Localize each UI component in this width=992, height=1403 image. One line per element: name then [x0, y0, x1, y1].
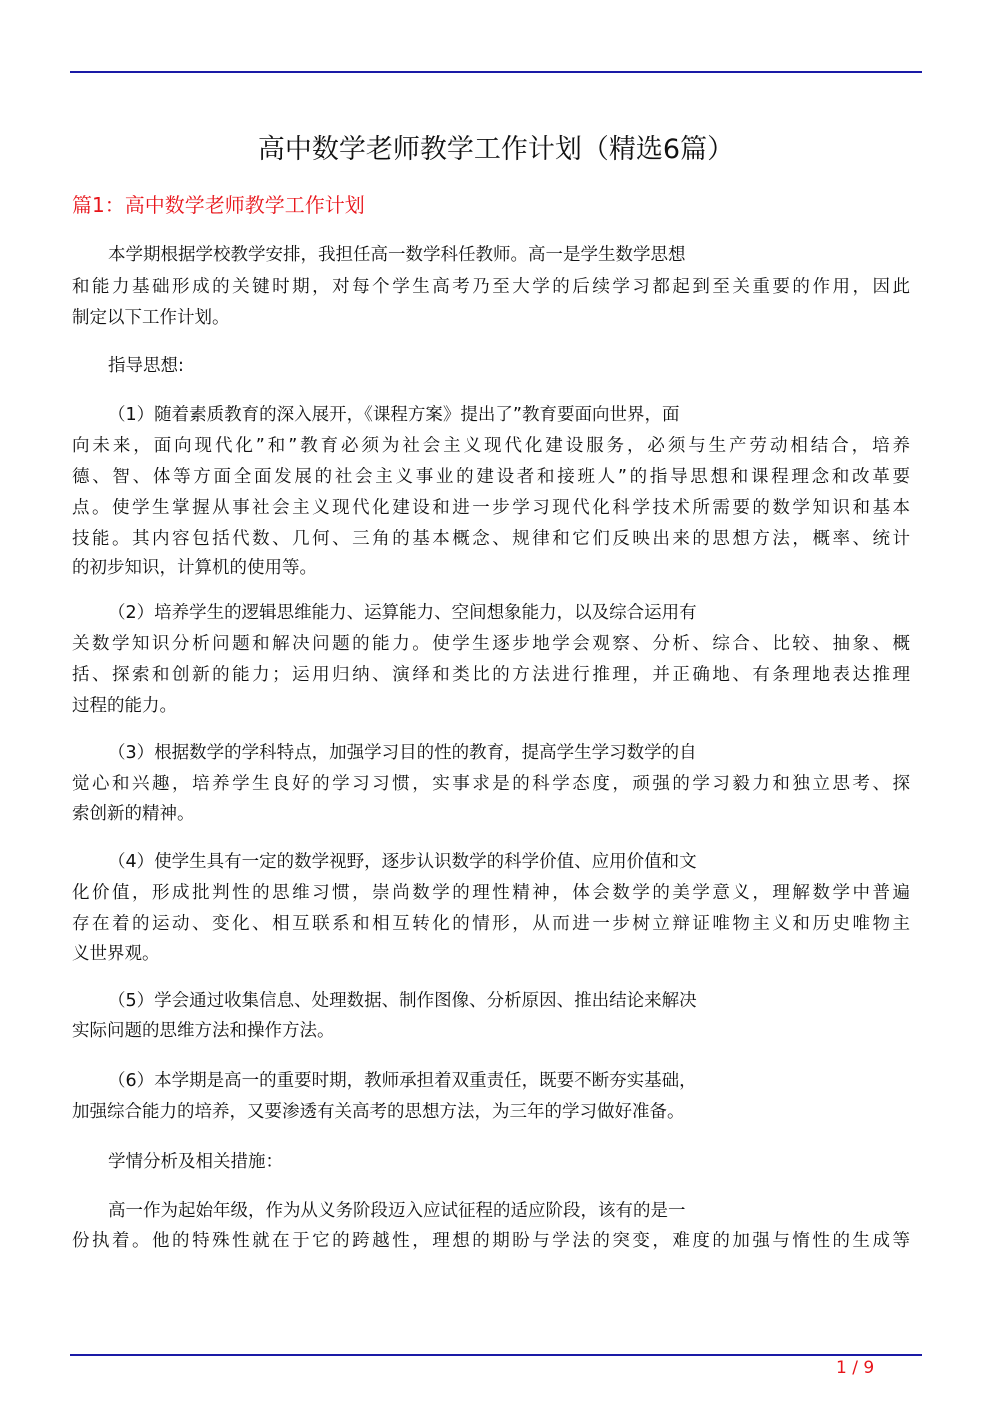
paragraph-5-line: 觉心和兴趣，培养学生良好的学习习惯，实事求是的科学态度，顽强的学习毅力和独立思考、探 — [72, 774, 910, 794]
paragraph-8-line: （6）本学期是高一的重要时期，教师承担着双重责任，既要不断夯实基础， — [108, 1071, 697, 1091]
paragraph-4-line: 括、探索和创新的能力；运用归纳、演绎和类比的方法进行推理，并正确地、有条理地表达推理 — [72, 665, 910, 685]
paragraph-3-line: 技能。其内容包括代数、几何、三角的基本概念、规律和它们反映出来的思想方法，概率、统计 — [72, 529, 910, 549]
paragraph-5-line: （3）根据数学的学科特点，加强学习目的性的教育，提高学生学习数学的自 — [108, 743, 697, 763]
document-title: 高中数学老师教学工作计划（精选6篇） — [257, 134, 735, 165]
page-number: 1 / 9 — [836, 1358, 875, 1378]
paragraph-7-line: （5）学会通过收集信息、处理数据、制作图像、分析原因、推出结论来解决 — [108, 991, 697, 1011]
paragraph-3-line: 德、智、体等方面全面发展的社会主义事业的建设者和接班人”的指导思想和课程理念和改革要 — [72, 467, 910, 487]
paragraph-4-line: （2）培养学生的逻辑思维能力、运算能力、空间想象能力，以及综合运用有 — [108, 603, 697, 623]
paragraph-5-line: 索创新的精神。 — [72, 804, 195, 824]
paragraph-7-line: 实际问题的思维方法和操作方法。 — [72, 1021, 335, 1041]
paragraph-4-line: 关数学知识分析问题和解决问题的能力。使学生逐步地学会观察、分析、综合、比较、抽象、概 — [72, 634, 910, 654]
header-rule — [70, 71, 922, 73]
paragraph-4-line: 过程的能力。 — [72, 696, 177, 716]
footer-rule — [70, 1354, 922, 1356]
paragraph-10-line: 份执着。他的特殊性就在于它的跨越性，理想的期盼与学法的突变，难度的加强与惰性的生成等 — [72, 1231, 910, 1251]
paragraph-2-line: 指导思想: — [108, 356, 184, 376]
paragraph-1-line: 制定以下工作计划。 — [72, 308, 230, 328]
paragraph-10-line: 高一作为起始年级，作为从义务阶段迈入应试征程的适应阶段，该有的是一 — [108, 1201, 686, 1221]
paragraph-6-line: 化价值，形成批判性的思维习惯，崇尚数学的理性精神，体会数学的美学意义，理解数学中普遍 — [72, 883, 910, 903]
paragraph-3-line: （1）随着素质教育的深入展开，《课程方案》提出了”教育要面向世界，面 — [108, 405, 680, 425]
paragraph-3-line: 点。使学生掌握从事社会主义现代化建设和进一步学习现代化科学技术所需要的数学知识和基本 — [72, 498, 910, 518]
paragraph-8-line: 加强综合能力的培养，又要渗透有关高考的思想方法，为三年的学习做好准备。 — [72, 1102, 685, 1122]
paragraph-3-line: 的初步知识，计算机的使用等。 — [72, 558, 317, 578]
paragraph-6-line: 义世界观。 — [72, 944, 160, 964]
paragraph-6-line: （4）使学生具有一定的数学视野，逐步认识数学的科学价值、应用价值和文 — [108, 852, 697, 872]
paragraph-1-line: 和能力基础形成的关键时期，对每个学生高考乃至大学的后续学习都起到至关重要的作用，因此 — [72, 277, 910, 297]
paragraph-3-line: 向未来，面向现代化”和”教育必须为社会主义现代化建设服务，必须与生产劳动相结合，培养 — [72, 436, 910, 456]
paragraph-9-line: 学情分析及相关措施： — [108, 1152, 283, 1172]
paragraph-6-line: 存在着的运动、变化、相互联系和相互转化的情形，从而进一步树立辩证唯物主义和历史唯物主 — [72, 914, 910, 934]
paragraph-1-line: 本学期根据学校教学安排，我担任高一数学科任教师。高一是学生数学思想 — [108, 245, 686, 265]
section-heading: 篇1：高中数学老师教学工作计划 — [72, 193, 365, 217]
